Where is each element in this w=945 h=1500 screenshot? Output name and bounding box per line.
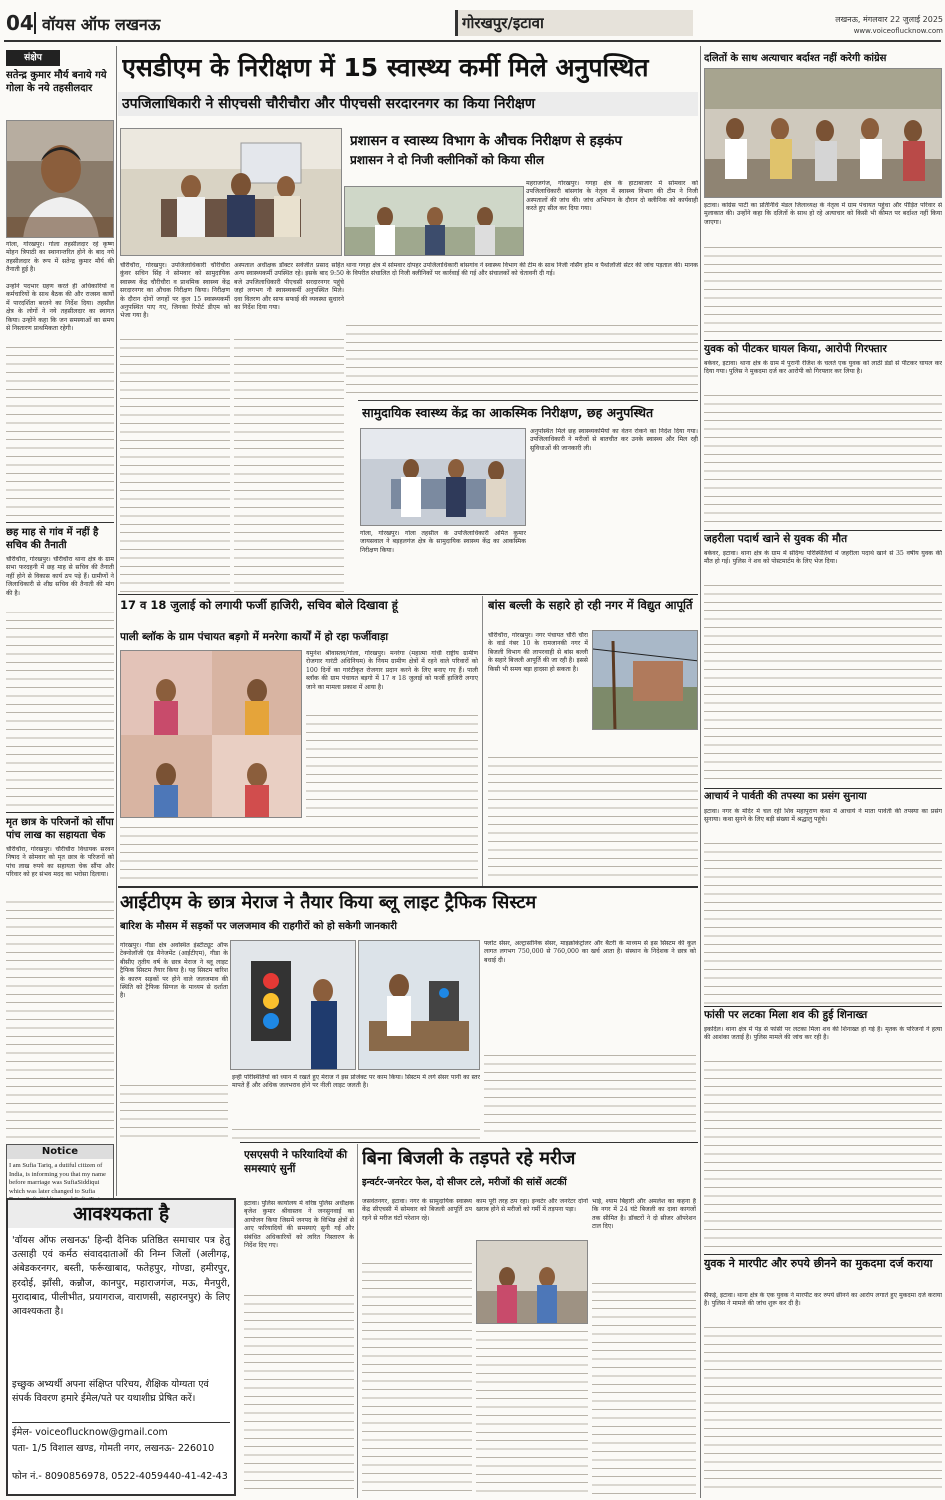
atm-text-2 (484, 1050, 696, 1136)
bijli-headline: बिना बिजली के तड़पते रहे मरीज (362, 1148, 576, 1169)
bijli-photo-image (477, 1241, 588, 1324)
brief-2-body: चौरीचौरा, गोरखपुर। चौरीचौरा थाना क्षेत्र के ग्राम सभा फरदहनी में छह माह से सचिव की तैनाती नहीं होने से विकास कार्य ठप पड़े हैं। ग्रामीणों ने जिलाधिकारी से शीघ्र सचिव की तैनाती की मांग की है। (6, 556, 114, 612)
poison-headline: जहरीला पदार्थ खाने से युवक की मौत (704, 533, 848, 545)
lead-body-1: चौरीचौरा, गोरखपुर। उपजिलाधिकारी चौरीचौरा कुंवर सचिन सिंह ने सोमवार को सामुदायिक स्वास्थ्य केंद्र चौरीचौरा व प्राथमिक स्वास्थ्य केंद्र सरदारनगर का औचक निरीक्षण किया। निरीक्षण के दौरान दोनों जगहों पर कुल 15 स्वास्थ्यकर्मी अनुपस्थित पाए गए, जिनका रिपोर्ट डीएम को भेजा गया है। (120, 262, 230, 320)
lead-headline: एसडीएम के निरीक्षण में 15 स्वास्थ्य कर्मी मिले अनुपस्थित (122, 53, 649, 82)
youth-text (704, 390, 942, 528)
electric-photo-image (593, 631, 698, 730)
electric-headline: बांस बल्ली के सहारे हो रही नगर में विद्युत आपूर्ति (488, 598, 693, 612)
mid-rule-2 (118, 886, 698, 888)
bijli-body-1: जसवंतनगर, इटावा। नगर के सामुदायिक स्वास्थ्य केंद्र सीएचसी में सोमवार को बिजली आपूर्ति ठप रहने से मरीज घंटों परेशान रहे। (362, 1198, 472, 1222)
nursing-headline-2: प्रशासन ने दो निजी क्लीनिकों को किया सील (350, 153, 544, 167)
ssp-headline: एसएसपी ने फरियादियों की समस्याएं सुनीं (244, 1149, 348, 1175)
ad-address: पता- 1/5 विशाल खण्ड, गोमती नगर, लखनऊ- 226010 (12, 1443, 215, 1454)
brief-3-headline: मृत छात्र के परिजनों को सौंपा पांच लाख का सहायता चेक (6, 817, 114, 841)
notice-title: Notice (7, 1145, 113, 1159)
panchayat-headline-1: 17 व 18 जुलाई को लगायी फर्जी हाजिरी, सचिव बोले दिखावा हूं (120, 598, 398, 612)
panchayat-photo-image (121, 651, 302, 818)
body-found-text (704, 1056, 942, 1252)
electric-photo (592, 630, 698, 730)
panchayat-text-bottom (120, 822, 478, 882)
atm-photo-1-image (231, 941, 356, 1070)
date-line: लखनऊ, मंगलवार 22 जुलाई 2025 (835, 15, 943, 24)
panchayat-photo (120, 650, 302, 818)
samu-photo-image (361, 429, 526, 526)
samu-caption: गोला, गोरखपुर। गोला तहसील के उपजिलाधिकारी अमित कुमार जायसवाल ने बड़हलगंज क्षेत्र के सामुदायिक स्वास्थ्य केंद्र का आकस्मिक निरीक्षण किया। (360, 530, 526, 554)
electric-text (488, 752, 698, 882)
ssp-body: इटावा। पुलिस कार्यालय में वरिष्ठ पुलिस अधीक्षक बृजेश कुमार श्रीवास्तव ने जनसुनवाई का आयोजन किया जिसमें जनपद के विभिन्न क्षेत्रों से आए फरियादियों की समस्याएं सुनी गईं और संबंधित अधिकारियों को त्वरित निस्तारण के निर्देश दिए गए। (244, 1200, 354, 1250)
paper-name: वॉयस ऑफ लखनऊ (42, 15, 161, 34)
nursing-headline-1: प्रशासन व स्वास्थ्य विभाग के औचक निरीक्षण से हड़कंप (350, 133, 623, 149)
masthead (0, 0, 945, 46)
bijli-body-2: काम पूरी तरह ठप रहा। इन्वर्टर और जनरेटर दोनों खराब होने से मरीजों को गर्मी में तड़पना पड़ा। (476, 1198, 588, 1214)
tehsildar-photo (6, 120, 114, 238)
mid-rule-3 (240, 1142, 698, 1143)
tehsildar-photo-image (7, 121, 114, 238)
youth-headline: युवक को पीटकर घायल किया, आरोपी गिरफ्तार (704, 343, 887, 355)
masthead-rule (4, 40, 941, 42)
panchayat-body: यमुनेश श्रीवास्तव/गोला, गोरखपुर। मनरेगा (महात्मा गांधी राष्ट्रीय ग्रामीण रोजगार गारंटी अधिनियम) के नियम ग्रामीण क्षेत्रों में रहने वाले परिवारों को 100 दिनों का गारंटीकृत रोजगार प्रदान करने के लिए बनाए गए हैं। पाली ब्लॉक की ग्राम पंचायत बड़गो में 17 व 18 जुलाई को फर्जी हाजिरी लगाए जाने का मामला प्रकाश में आया है। (306, 650, 478, 691)
right-top-body: इटावा। कांग्रेस पार्टी का प्रतिनिधि मंडल जिलाध्यक्ष के नेतृत्व में ग्राम पंचायत पहुंचा और पीड़ित परिवार से मुलाकात की। उन्होंने कहा कि दलितों के साथ हो रहे अत्याचार को किसी भी कीमत पर बर्दाश्त नहीं किया जाएगा। (704, 202, 942, 226)
right-top-photo (704, 68, 942, 198)
brief-3-body: चौरीचौरा, गोरखपुर। चौरीचौरा विधायक सरवन निषाद ने सोमवार को मृत छात्र के परिजनों को पांच लाख रुपये का सहायता चेक सौंपा और परिवार को हर संभव मदद का भरोसा दिलाया। (6, 846, 114, 896)
column-divider-right (700, 46, 701, 1498)
masthead-divider (34, 12, 36, 34)
atm-body-3: फ्लोट सेंसर, अल्ट्रासोनिक सेंसर, माइक्रोकंट्रोलर और बैटरी के माध्यम से इस सिस्टम की कुल लागत लगभग 750,000 से 760,000 का खर्च आता है। संस्थान के निदेशक ने छात्र को बधाई दी। (484, 940, 696, 964)
ad-phone: फोन नं.- 8090856978, 0522-4059440-41-42-43 (12, 1471, 228, 1482)
atm-text-3 (232, 1124, 480, 1140)
ad-rule (12, 1422, 230, 1423)
ssp-text (244, 1290, 354, 1496)
brief-1-caption: गोला, गोरखपुर। गोला तहसीलदार रहे कृष्ण मोहन त्रिपाठी का स्थानान्तरित होने के बाद नये तहसीलदार के रूप में सतेन्द्र कुमार मौर्य की तैनाती हुई है। (6, 241, 114, 274)
atm-text-1 (120, 1080, 228, 1140)
column-divider-left (116, 46, 117, 1196)
ad-body: 'वॉयस ऑफ लखनऊ' हिन्दी दैनिक प्रतिष्ठित समाचार पत्र हेतु उत्साही एवं कर्मठ संवाददाताओं की निम्न जिलों (अलीगढ़, अंबेडकरनगर, बस्ती, फर्रूखाबाद, फतेहपुर, गोण्डा, हमीरपुर, हरदोई, झाँसी, कन्नौज, कानपुर, महाराजगंज, मऊ, मैनपुरी, मुरादाबाद, पीलीभीत, प्रयागराज, वाराणसी, सहारनपुर) के लिए आवश्यकता है। (12, 1235, 230, 1318)
samu-photo (360, 428, 526, 526)
atm-body-1: गोरखपुर। गीडा क्षेत्र अवस्थित इंस्टीट्यूट ऑफ टेक्नोलॉजी एंड मैनेजमेंट (आईटीएम), गीडा के बीसीए तृतीय वर्ष के छात्र मेराज ने ब्लू लाइट ट्रैफिक सिस्टम तैयार किया है। यह सिस्टम बारिश के कारण सड़कों पर होने वाले जलजमाव की स्थिति को ट्रैफिक सिग्नल के माध्यम से दर्शाता है। (120, 942, 228, 1000)
lead-photo (120, 128, 342, 256)
brief-rule-1 (6, 522, 114, 523)
lead-subhead: उपजिलाधिकारी ने सीएचसी चौरीचौरा और पीएचसी सरदारनगर का किया निरीक्षण (122, 96, 536, 112)
section-title: गोरखपुर/इटावा (462, 14, 544, 32)
lead-text-col-1 (120, 334, 230, 594)
parvati-headline: आचार्य ने पार्वती की तपस्या का प्रसंग सुनाया (704, 791, 867, 802)
panchayat-headline-2: पाली ब्लॉक के ग्राम पंचायत बड़गो में मनरेगा कार्यों में हो रहा फर्जीवाड़ा (120, 631, 389, 643)
brief-2-headline: छह माह से गांव में नहीं है सचिव की तैनाती (6, 527, 99, 551)
bijli-subhead: इन्वर्टर-जनरेटर फेल, दो सीजर टले, मरीजों की सांसें अटकीं (362, 1177, 567, 1188)
ad-body-2: इच्छुक अभ्यर्थी अपना संक्षिप्त परिचय, शैक्षिक योग्यता एवं संपर्क विवरण हमारे ईमेल/पते पर यथाशीघ्र प्रेषित करें। (12, 1379, 209, 1404)
fir-headline: युवक ने मारपीट और रुपये छीनने का मुकदमा दर्ज कराया (704, 1257, 933, 1270)
mid-rule-1 (118, 594, 698, 595)
bijli-text-2 (476, 1326, 588, 1494)
panchayat-text (306, 710, 478, 820)
right-rule-1 (704, 340, 942, 341)
atm-photo-1 (230, 940, 356, 1070)
bijli-body-3: भाई, श्याम बिहारी और अमलेश का कहना है कि नगर में 24 घंटे बिजली का दावा कागजों तक सीमित है। डॉक्टरों ने दो सीजर ऑपरेशन टाल दिए। (592, 1198, 696, 1231)
brief-rule-2 (6, 812, 114, 813)
nursing-photo (346, 178, 522, 186)
samu-headline: सामुदायिक स्वास्थ्य केंद्र का आकस्मिक निरीक्षण, छह अनुपस्थित (362, 405, 654, 420)
right-top-text (704, 242, 942, 338)
poison-text (704, 580, 942, 786)
atm-photo-2 (358, 940, 480, 1070)
right-rule-4 (704, 1006, 942, 1007)
atm-body-2: इन्हीं परिस्थितियों को ध्यान में रखते हुए मेराज ने इस प्रोजेक्ट पर काम किया। सिस्टम में लगे सेंसर पानी का स्तर मापते हैं और अधिक जलभराव होने पर नीली लाइट जलती है। (232, 1074, 480, 1090)
lead-photo-image (121, 129, 342, 256)
nursing-body-1: महराजगंज, गोरखपुर। गगहा क्षेत्र के हाटाबाजार में सोमवार को उपजिलाधिकारी बांसगांव के नेतृत्व में स्वास्थ्य विभाग की टीम ने निजी अस्पतालों की जांच की। जांच अभियान के दौरान दो क्लीनिक को कार्यवाही करते हुए सील कर दिया गया। (526, 180, 698, 213)
sankshep-label: संक्षेप (6, 50, 60, 66)
bijli-text-1 (362, 1258, 472, 1494)
samu-body: अनुपस्थित मिले छह स्वास्थ्यकर्मियों का वेतन रोकने का निर्देश दिया गया। उपजिलाधिकारी ने मरीजों से बातचीत कर उनके स्वास्थ्य और मिल रही सुविधाओं की जानकारी ली। (530, 428, 698, 452)
nursing-text-more (346, 320, 698, 398)
right-rule-5 (704, 1254, 942, 1255)
nursing-body-2: थाना गगहा क्षेत्र में सोमवार दोपहर उपजिलाधिकारी बांसगांव ने स्वास्थ्य विभाग की टीम के साथ निजी नर्सिंग होम व पैथोलॉजी सेंटर की जांच पड़ताल की। मानक के विपरीत संचालित दो निजी क्लीनिकों पर कार्रवाई की गई और संचालकों को चेतावनी दी गई। (346, 262, 698, 278)
parvati-text (704, 838, 942, 1004)
brief-1-headline: सतेन्द्र कुमार मौर्य बनाये गये गोला के नये तहसीलदार (6, 70, 107, 94)
poison-body: बकेवर, इटावा। थाना क्षेत्र के ग्राम में संदिग्ध परिस्थितियों में जहरीला पदार्थ खाने से 35 वर्षीय युवक की मौत हो गई। पुलिस ने शव को पोस्टमार्टम के लिए भेज दिया। (704, 550, 942, 566)
page-number: 04 (6, 11, 34, 35)
electric-body: चौरीचौरा, गोरखपुर। नगर पंचायत चौरी चौरा के वार्ड नंबर 10 के रामजानकी नगर में बिजली विभाग की लापरवाही से बांस बल्ली के सहारे बिजली आपूर्ति की जा रही है। इससे किसी भी समय बड़ा हादसा हो सकता है। (488, 632, 588, 673)
lead-text-col-2 (234, 334, 344, 594)
youth-body: बकेवर, इटावा। थाना क्षेत्र के ग्राम में पुरानी रंजिश के चलते एक युवक को लाठी डंडों से पीटकर घायल कर दिया गया। पुलिस ने मुकदमा दर्ज कर आरोपी को गिरफ्तार कर लिया है। (704, 360, 942, 376)
fir-body: सैफई, इटावा। थाना क्षेत्र के एक युवक ने मारपीट कर रुपये छीनने का आरोप लगाते हुए मुकदमा दर्ज कराया है। पुलिस ने मामले की जांच शुरू कर दी है। (704, 1292, 942, 1308)
right-top-headline: दलितों के साथ अत्याचार बर्दाश्त नहीं करेगी कांग्रेस (704, 53, 887, 64)
atm-headline: आईटीएम के छात्र मेराज ने तैयार किया ब्लू लाइट ट्रैफिक सिस्टम (120, 892, 537, 913)
website[interactable]: www.voiceoflucknow.com (853, 27, 943, 35)
right-top-photo-image (705, 69, 942, 198)
ad-title: आवश्यकता है (8, 1200, 234, 1228)
right-rule-3 (704, 788, 942, 789)
right-column (702, 46, 943, 1498)
lead-story (118, 46, 698, 128)
body-found-headline: फांसी पर लटका मिला शव की हुई शिनाख्त (704, 1009, 868, 1021)
atm-subhead: बारिश के मौसम में सड़कों पर जलजमाव की राहगीरों को हो सकेगी जानकारी (120, 921, 397, 932)
bijli-photo (476, 1240, 588, 1324)
notice-body: I am Sufia Tariq, a dutiful citizen of India, is informing you that my name before marriage was SufiaSiddiqui which was later changed to Sufia (9, 1162, 106, 1195)
lead-body-2: अस्पताल अधीक्षक डॉक्टर सर्वजीत प्रसाद सहित अन्य स्वास्थ्यकर्मी उपस्थित रहे। इसके बाद 9:50 बजे उपजिलाधिकारी पीएचसी सरदारनगर पहुंचे जहां लगभग नौ स्वास्थ्यकर्मी अनुपस्थित मिले। दवा वितरण और साफ सफाई की व्यवस्था सुधारने का निर्देश दिया गया। (234, 262, 344, 312)
fir-text (704, 1322, 942, 1494)
right-rule-2 (704, 530, 942, 531)
atm-photo-2-image (359, 941, 480, 1070)
ad-email[interactable]: ईमेल- voiceoflucknow@gmail.com (12, 1427, 168, 1438)
parvati-body: इटावा। नगर के मंदिर में चल रही शिव महापुराण कथा में आचार्य ने माता पार्वती की तपस्या का प्रसंग सुनाया। कथा सुनने के लिए बड़ी संख्या में श्रद्धालु पहुंचे। (704, 808, 942, 824)
brief-1-body: उन्होंने पदभार ग्रहण करते ही अधिकारियों व कर्मचारियों के साथ बैठक की और राजस्व कार्यों में पारदर्शिता बरतने का निर्देश दिया। तहसील क्षेत्र के लोगों ने नये तहसीलदार का स्वागत किया। उन्होंने कहा कि जन समस्याओं का समय से निस्तारण प्राथमिकता रहेगी। (6, 283, 114, 343)
bijli-text-3 (592, 1278, 696, 1494)
body-found-body: इकदिल। थाना क्षेत्र में पेड़ से फांसी पर लटका मिला शव की शिनाख्त हो गई है। मृतक के परिजनों ने हत्या की आशंका जताई है। पुलिस मामले की जांच कर रही है। (704, 1026, 942, 1042)
